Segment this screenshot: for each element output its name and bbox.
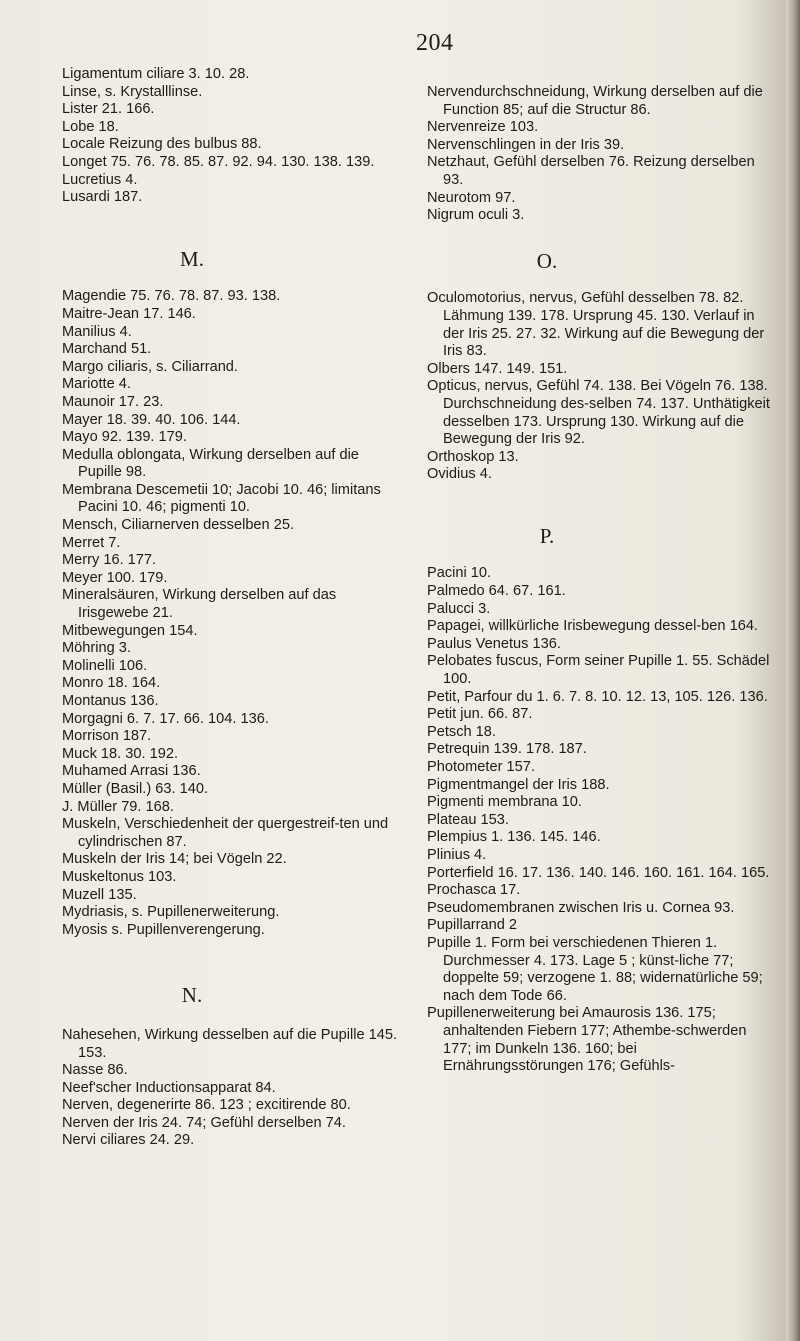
index-entry: Pupille 1. Form bei verschiedenen Thieren 1. Durchmesser 4. 173. Lage 5 ; künst-liche 77; doppelte 59; verzogene 1. 88; widernatürliche 59; nach dem Tode 66. — [427, 934, 763, 1004]
index-entry: Oculomotorius, nervus, Gefühl desselben 78. 82. Lähmung 139. 178. Ursprung 45. 130. Verlauf in der Iris 25. 27. 32. Wirkung auf die Bewegung der Iris 83. — [427, 290, 765, 360]
index-entry: Nervi ciliares 24. 29. — [62, 1132, 195, 1149]
index-entry: Lucretius 4. — [62, 171, 138, 188]
index-entry: Merret 7. — [62, 534, 121, 551]
section-letter-n: N. — [181, 983, 203, 1008]
index-entry: Nerven, degenerirte 86. 123 ; excitirende 80. — [62, 1097, 351, 1114]
section-n-entries — [62, 1027, 402, 1150]
section-l-continued — [62, 66, 402, 207]
section-p-entries — [427, 565, 775, 1075]
index-entry: Pupillarrand 2 — [427, 917, 518, 934]
index-entry: Palucci 3. — [427, 600, 491, 617]
index-entry: Mariotte 4. — [62, 376, 131, 393]
index-entry: Mensch, Ciliarnerven desselben 25. — [62, 517, 295, 534]
index-entry: Merry 16. 177. — [62, 552, 157, 569]
index-entry: Plempius 1. 136. 145. 146. — [427, 829, 601, 846]
index-entry: Magendie 75. 76. 78. 87. 93. 138. — [62, 288, 281, 305]
index-entry: Orthoskop 13. — [427, 448, 519, 465]
index-entry: Olbers 147. 149. 151. — [427, 360, 568, 377]
index-entry: Morrison 187. — [62, 728, 152, 745]
index-entry: Petit jun. 66. 87. — [427, 706, 533, 723]
index-entry: Prochasca 17. — [427, 882, 521, 899]
section-letter-p: P. — [539, 523, 555, 548]
index-entry: Nigrum oculi 3. — [427, 207, 525, 224]
section-letter-o: O. — [536, 248, 558, 273]
index-entry: Muzell 135. — [62, 886, 137, 903]
index-entry: Plateau 153. — [427, 811, 509, 828]
index-entry: Mayo 92. 139. 179. — [62, 429, 187, 446]
index-entry: Palmedo 64. 67. 161. — [427, 583, 566, 600]
index-entry: Neurotom 97. — [427, 189, 516, 206]
index-entry: Lobe 18. — [62, 118, 119, 135]
index-entry: Nerven der Iris 24. 74; Gefühl derselben 74. — [62, 1114, 346, 1131]
index-entry: Pacini 10. — [427, 565, 492, 582]
index-entry: Medulla oblongata, Wirkung derselben auf die Pupille 98. — [62, 446, 359, 481]
index-entry: Neef'scher Inductionsapparat 84. — [62, 1079, 276, 1096]
index-entry: Linse, s. Krystalllinse. — [62, 83, 203, 100]
index-entry: Maunoir 17. 23. — [62, 393, 164, 410]
index-entry: Mydriasis, s. Pupillenerweiterung. — [62, 904, 280, 921]
index-entry: Nahesehen, Wirkung desselben auf die Pupille 145. 153. — [62, 1026, 398, 1061]
index-entry: Pseudomembranen zwischen Iris u. Cornea 93. — [427, 899, 735, 916]
index-entry: Paulus Venetus 136. — [427, 635, 561, 652]
index-entry: Montanus 136. — [62, 693, 159, 709]
index-entry: Nervendurchschneidung, Wirkung derselben auf die Function 85; auf die Structur 86. — [427, 84, 763, 118]
index-entry: Monro 18. 164. — [62, 675, 161, 692]
index-entry: Myosis s. Pupillenverengerung. — [62, 921, 265, 938]
index-entry: Molinelli 106. — [62, 657, 148, 674]
index-entry: Pelobates fuscus, Form seiner Pupille 1. 55. Schädel 100. — [427, 653, 770, 688]
index-entry: Nervenreize 103. — [427, 119, 539, 136]
section-n-continued — [427, 84, 775, 225]
index-entry: Mitbewegungen 154. — [62, 622, 198, 639]
index-entry: Petsch 18. — [427, 723, 496, 740]
index-entry: Muskeltonus 103. — [62, 868, 177, 885]
index-entry: Porterfield 16. 17. 136. 140. 146. 160. 161. 164. 165. — [427, 864, 770, 881]
section-letter-m: M. — [180, 246, 204, 271]
index-entry: Muskeln der Iris 14; bei Vögeln 22. — [62, 851, 287, 868]
index-entry: Pigmentmangel der Iris 188. — [427, 776, 610, 793]
index-entry: Morgagni 6. 7. 17. 66. 104. 136. — [62, 710, 269, 727]
index-entry: Pupillenerweiterung bei Amaurosis 136. 175; anhaltenden Fiebern 177; Athembe-schwerden 177; im Dunkeln 136. 160; bei Ernährungsstörungen 176; Gefühls- — [427, 1005, 747, 1075]
index-entry: Meyer 100. 179. — [62, 569, 168, 586]
index-entry: Manilius 4. — [62, 323, 132, 340]
index-entry: Muck 18. 30. 192. — [62, 745, 179, 762]
index-entry: Mineralsäuren, Wirkung derselben auf das Irisgewebe 21. — [62, 587, 337, 622]
index-entry: Maitre-Jean 17. 146. — [62, 305, 196, 322]
index-entry: Longet 75. 76. 78. 85. 87. 92. 94. 130. 138. 139. — [62, 153, 375, 170]
right-column — [427, 84, 775, 1076]
section-o-entries — [427, 290, 775, 484]
section-m-entries — [62, 288, 402, 939]
index-entry: Muhamed Arrasi 136. — [62, 763, 201, 780]
index-entry: Lusardi 187. — [62, 189, 143, 206]
index-entry: J. Müller 79. 168. — [62, 798, 174, 815]
index-entry: Petit, Parfour du 1. 6. 7. 8. 10. 12. 13, 105. 126. 136. — [427, 688, 768, 705]
index-entry: Ovidius 4. — [427, 466, 492, 483]
index-entry: Pigmenti membrana 10. — [427, 794, 582, 811]
index-entry: Ligamentum ciliare 3. 10. 28. — [62, 66, 250, 82]
index-entry: Möhring 3. — [62, 640, 131, 657]
index-entry: Petrequin 139. 178. 187. — [427, 741, 587, 758]
index-entry: Opticus, nervus, Gefühl 74. 138. Bei Vögeln 76. 138. Durchschneidung des-selben 74. 137. Unthätigkeit desselben 173. Ursprung 130. Wirkung auf die Bewegung der Iris 92. — [427, 378, 770, 448]
index-entry: Nervenschlingen in der Iris 39. — [427, 136, 625, 153]
index-entry: Papagei, willkürliche Irisbewegung dessel-ben 164. — [427, 618, 758, 635]
index-entry: Membrana Descemetii 10; Jacobi 10. 46; limitans Pacini 10. 46; pigmenti 10. — [62, 481, 381, 516]
index-entry: Plinius 4. — [427, 846, 487, 863]
index-entry: Locale Reizung des bulbus 88. — [62, 136, 262, 153]
index-entry: Marchand 51. — [62, 341, 152, 358]
page-edge-shadow — [786, 0, 800, 1341]
index-entry: Netzhaut, Gefühl derselben 76. Reizung derselben 93. — [427, 154, 755, 188]
index-entry: Mayer 18. 39. 40. 106. 144. — [62, 411, 241, 428]
index-entry: Muskeln, Verschiedenheit der quergestreif-ten und cylindrischen 87. — [62, 816, 389, 850]
index-entry: Lister 21. 166. — [62, 101, 155, 118]
index-entry: Nasse 86. — [62, 1062, 128, 1079]
index-entry: Müller (Basil.) 63. 140. — [62, 780, 208, 797]
index-entry: Photometer 157. — [427, 759, 535, 775]
left-column — [62, 66, 402, 1150]
page-number: 204 — [416, 30, 454, 56]
index-entry: Margo ciliaris, s. Ciliarrand. — [62, 358, 238, 375]
